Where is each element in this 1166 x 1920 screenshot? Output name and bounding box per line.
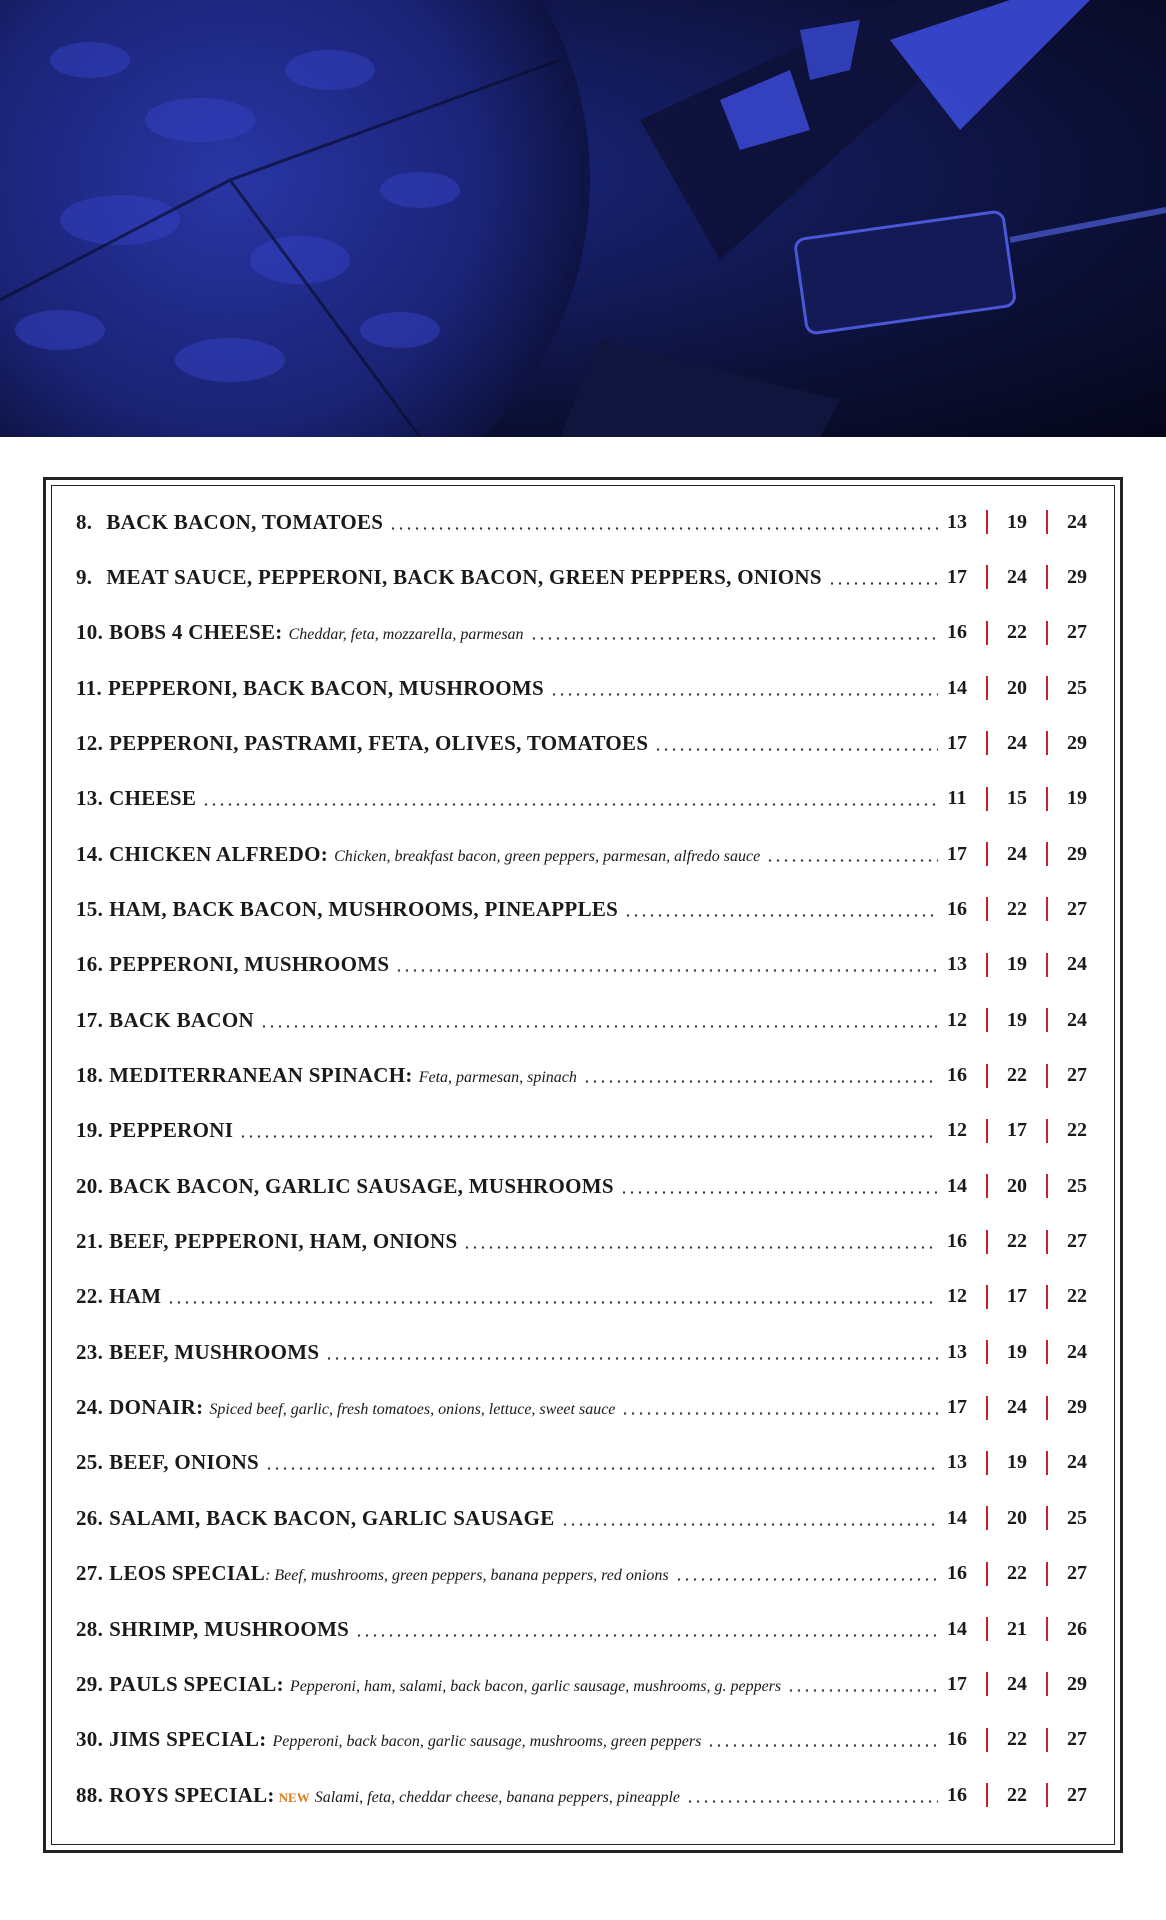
price-separator <box>986 1119 988 1143</box>
menu-item-row <box>76 1498 1092 1538</box>
price-medium: 19 <box>1007 1008 1027 1031</box>
menu-item-number: 29. <box>76 1671 104 1696</box>
menu-item-name-group <box>76 952 389 977</box>
menu-item-number: 11. <box>76 675 102 700</box>
price-small: 13 <box>947 1451 967 1474</box>
price-small: 17 <box>947 1396 967 1419</box>
price-medium: 15 <box>1007 787 1027 810</box>
menu-item-description: Salami, feta, cheddar cheese, banana peppers, pineapple <box>314 1788 680 1806</box>
price-small: 13 <box>947 1340 967 1363</box>
menu-item-title: JIMS SPECIAL: <box>109 1727 267 1752</box>
dot-leader <box>583 1080 938 1083</box>
price-medium: 24 <box>1007 1396 1027 1419</box>
pizza-photo-illustration <box>0 0 1166 437</box>
price-medium: 20 <box>1007 676 1027 699</box>
dot-leader <box>463 1246 938 1249</box>
price-separator <box>986 621 988 645</box>
grater-handle-shape <box>1010 210 1166 240</box>
price-large: 24 <box>1067 1008 1087 1031</box>
price-large: 22 <box>1067 1119 1087 1142</box>
price-separator <box>1046 1617 1048 1641</box>
dot-leader <box>620 1191 938 1194</box>
price-separator <box>986 1562 988 1586</box>
price-large: 29 <box>1067 842 1087 865</box>
price-separator <box>1046 1506 1048 1530</box>
menu-item-row <box>76 945 1092 985</box>
price-separator <box>986 1174 988 1198</box>
price-separator <box>986 1506 988 1530</box>
dot-leader <box>561 1523 938 1526</box>
price-small: 14 <box>947 676 967 699</box>
dot-leader <box>325 1357 938 1360</box>
price-large: 24 <box>1067 1451 1087 1474</box>
price-small: 16 <box>947 897 967 920</box>
menu-item-row <box>76 779 1092 819</box>
menu-item-number: 13. <box>76 786 104 811</box>
price-small: 16 <box>947 1230 967 1253</box>
menu-item-title: BACK BACON, GARLIC SAUSAGE, MUSHROOMS <box>109 1173 614 1198</box>
price-small: 14 <box>947 1506 967 1529</box>
price-large: 27 <box>1067 1562 1087 1585</box>
price-medium: 22 <box>1007 1783 1027 1806</box>
price-medium: 19 <box>1007 1451 1027 1474</box>
price-small: 14 <box>947 1174 967 1197</box>
menu-item-title: BEEF, MUSHROOMS <box>109 1339 320 1364</box>
price-separator <box>1046 1562 1048 1586</box>
dot-leader <box>265 1467 938 1470</box>
price-separator <box>1046 1230 1048 1254</box>
price-medium: 19 <box>1007 510 1027 533</box>
menu-item-name-group <box>76 565 822 590</box>
price-small: 12 <box>947 1285 967 1308</box>
dot-leader <box>550 693 938 696</box>
price-medium: 17 <box>1007 1285 1027 1308</box>
price-small: 12 <box>947 1119 967 1142</box>
menu-item-name-group <box>76 1783 680 1808</box>
price-large: 27 <box>1067 1783 1087 1806</box>
dot-leader <box>395 969 938 972</box>
menu-item-number: 23. <box>76 1339 104 1364</box>
menu-item-name-group <box>76 897 618 922</box>
price-separator <box>986 1783 988 1807</box>
menu-item-name-group <box>76 1727 701 1752</box>
menu-item-number: 25. <box>76 1450 104 1475</box>
dot-leader <box>260 1025 938 1028</box>
price-medium: 24 <box>1007 1672 1027 1695</box>
price-medium: 22 <box>1007 621 1027 644</box>
price-small: 17 <box>947 1672 967 1695</box>
price-medium: 24 <box>1007 842 1027 865</box>
menu-item-row <box>76 1775 1092 1815</box>
menu-item-description: Feta, parmesan, spinach <box>418 1069 577 1086</box>
price-separator <box>986 1451 988 1475</box>
menu-item-row <box>76 1000 1092 1040</box>
price-medium: 19 <box>1007 953 1027 976</box>
menu-item-number: 88. <box>76 1782 104 1807</box>
price-separator <box>1046 953 1048 977</box>
menu-item-title: HAM, BACK BACON, MUSHROOMS, PINEAPPLES <box>109 896 619 921</box>
price-separator <box>1046 1285 1048 1309</box>
menu-item-row <box>76 557 1092 597</box>
menu-item-title: PEPPERONI, MUSHROOMS <box>109 952 390 977</box>
menu-item-title: BEEF, ONIONS <box>109 1450 260 1475</box>
price-separator <box>986 842 988 866</box>
price-separator <box>986 1396 988 1420</box>
price-separator <box>986 1064 988 1088</box>
menu-item-number: 28. <box>76 1616 104 1641</box>
dot-leader <box>239 1135 938 1138</box>
menu-item-title: PEPPERONI, BACK BACON, MUSHROOMS <box>108 675 545 700</box>
price-medium: 19 <box>1007 1340 1027 1363</box>
price-small: 16 <box>947 1562 967 1585</box>
price-separator <box>986 953 988 977</box>
menu-item-title: LEOS SPECIAL <box>109 1561 266 1586</box>
menu-item-row <box>76 1056 1092 1096</box>
price-medium: 17 <box>1007 1119 1027 1142</box>
price-small: 13 <box>947 510 967 533</box>
menu-item-number: 18. <box>76 1063 104 1087</box>
menu-item-row <box>76 1332 1092 1372</box>
dot-leader <box>828 582 938 585</box>
price-small: 17 <box>947 565 967 588</box>
menu-item-title: HAM <box>109 1284 162 1309</box>
menu-item-name-group <box>76 842 760 867</box>
menu-item-number: 9. <box>76 564 93 589</box>
menu-item-name-group <box>76 1008 254 1033</box>
menu-item-title: BEEF, PEPPERONI, HAM, ONIONS <box>109 1229 458 1254</box>
menu-item-name-group <box>76 1174 614 1199</box>
price-large: 26 <box>1067 1617 1087 1640</box>
menu-item-row <box>76 1166 1092 1206</box>
price-small: 17 <box>947 842 967 865</box>
menu-item-row <box>76 889 1092 929</box>
menu-item-name-group <box>76 620 524 645</box>
menu-item-number: 21. <box>76 1229 104 1254</box>
menu-item-row <box>76 1111 1092 1151</box>
menu-item-row <box>76 723 1092 763</box>
price-separator <box>1046 1119 1048 1143</box>
dot-leader <box>389 527 938 530</box>
price-separator <box>1046 1064 1048 1088</box>
dot-leader <box>787 1689 938 1692</box>
menu-item-description: Chicken, breakfast bacon, green peppers, parmesan, alfredo sauce <box>334 847 761 865</box>
price-small: 14 <box>947 1617 967 1640</box>
price-separator <box>1046 1396 1048 1420</box>
menu-item-number: 8. <box>76 509 93 534</box>
menu-item-title: CHICKEN ALFREDO: <box>109 841 329 866</box>
price-medium: 20 <box>1007 1506 1027 1529</box>
price-medium: 22 <box>1007 1064 1027 1086</box>
price-separator <box>986 897 988 921</box>
menu-item-title: MEAT SAUCE, PEPPERONI, BACK BACON, GREEN PEPPERS, ONIONS <box>106 564 822 589</box>
price-separator <box>986 787 988 811</box>
menu-item-number: 22. <box>76 1284 104 1309</box>
menu-item-title: BOBS 4 CHEESE: <box>109 620 283 645</box>
menu-item-row <box>76 668 1092 708</box>
menu-item-name-group <box>76 1118 233 1143</box>
menu-item-name-group <box>76 786 196 811</box>
price-separator <box>986 1230 988 1254</box>
dot-leader <box>686 1800 938 1803</box>
menu-item-title: BACK BACON, TOMATOES <box>106 509 384 534</box>
price-small: 16 <box>947 1064 967 1086</box>
price-medium: 21 <box>1007 1617 1027 1640</box>
menu-item-number: 16. <box>76 952 104 977</box>
menu-item-title: PAULS SPECIAL: <box>109 1671 284 1696</box>
menu-item-name-group <box>76 1229 457 1254</box>
menu-item-number: 17. <box>76 1007 104 1032</box>
menu-item-title: PEPPERONI, PASTRAMI, FETA, OLIVES, TOMATOES <box>109 730 649 755</box>
price-separator <box>1046 676 1048 700</box>
menu-item-name-group <box>76 1561 669 1586</box>
price-large: 24 <box>1067 510 1087 533</box>
price-separator <box>986 676 988 700</box>
menu-item-name-group <box>76 510 383 535</box>
dot-leader <box>355 1634 938 1637</box>
price-large: 22 <box>1067 1285 1087 1308</box>
price-large: 25 <box>1067 676 1087 699</box>
price-small: 17 <box>947 731 967 754</box>
price-separator <box>1046 731 1048 755</box>
price-separator <box>1046 842 1048 866</box>
price-separator <box>986 1285 988 1309</box>
price-large: 29 <box>1067 1672 1087 1695</box>
price-small: 11 <box>947 787 967 810</box>
menu-item-title: SALAMI, BACK BACON, GARLIC SAUSAGE <box>109 1505 555 1530</box>
price-separator <box>1046 1340 1048 1364</box>
price-separator <box>986 731 988 755</box>
menu-item-number: 30. <box>76 1727 104 1752</box>
dot-leader <box>624 914 938 917</box>
price-large: 24 <box>1067 1340 1087 1363</box>
menu-item-number: 12. <box>76 730 104 755</box>
price-medium: 22 <box>1007 1728 1027 1751</box>
price-large: 29 <box>1067 1396 1087 1419</box>
price-separator <box>986 1008 988 1032</box>
price-medium: 22 <box>1007 897 1027 920</box>
dot-leader <box>621 1412 938 1415</box>
dot-leader <box>167 1301 938 1304</box>
price-large: 29 <box>1067 565 1087 588</box>
dot-leader <box>530 637 938 640</box>
menu-item-row <box>76 1720 1092 1760</box>
menu-item-title: ROYS SPECIAL: <box>109 1782 275 1807</box>
menu-item-title: PEPPERONI <box>109 1118 234 1143</box>
menu-item-number: 24. <box>76 1395 104 1420</box>
price-separator <box>1046 897 1048 921</box>
menu-item-description: : Beef, mushrooms, green peppers, banana peppers, red onions <box>265 1567 669 1585</box>
price-medium: 24 <box>1007 565 1027 588</box>
menu-item-title: CHEESE <box>109 786 197 811</box>
menu-item-name-group <box>76 1063 577 1088</box>
price-large: 27 <box>1067 621 1087 644</box>
price-small: 16 <box>947 621 967 644</box>
menu-item-number: 20. <box>76 1173 104 1198</box>
price-separator <box>1046 787 1048 811</box>
price-large: 25 <box>1067 1506 1087 1529</box>
menu-item-title: MEDITERRANEAN SPINACH: <box>109 1063 413 1087</box>
price-separator <box>1046 510 1048 534</box>
menu-item-row <box>76 1388 1092 1428</box>
menu-item-name-group <box>76 1617 349 1642</box>
menu-item-number: 27. <box>76 1561 104 1586</box>
menu-item-description: Pepperoni, back bacon, garlic sausage, mushrooms, green peppers <box>272 1733 702 1751</box>
price-large: 27 <box>1067 1064 1087 1086</box>
menu-item-row <box>76 834 1092 874</box>
price-separator <box>986 510 988 534</box>
price-separator <box>986 1672 988 1696</box>
price-separator <box>986 565 988 589</box>
menu-item-number: 15. <box>76 896 104 921</box>
price-small: 13 <box>947 953 967 976</box>
menu-item-description: Cheddar, feta, mozzarella, parmesan <box>288 626 524 644</box>
price-separator <box>986 1340 988 1364</box>
price-separator <box>1046 1451 1048 1475</box>
menu-item-row <box>76 502 1092 542</box>
price-large: 29 <box>1067 731 1087 754</box>
menu-item-row <box>76 1554 1092 1594</box>
menu-item-number: 10. <box>76 620 104 645</box>
menu-item-name-group <box>76 1506 555 1531</box>
price-separator <box>1046 565 1048 589</box>
price-separator <box>986 1617 988 1641</box>
menu-item-name-group <box>76 1395 615 1420</box>
menu-item-row <box>76 1664 1092 1704</box>
menu-item-description: Spiced beef, garlic, fresh tomatoes, onions, lettuce, sweet sauce <box>209 1401 616 1419</box>
dot-leader <box>675 1578 938 1581</box>
price-separator <box>1046 1783 1048 1807</box>
menu-item-title: DONAIR: <box>109 1395 204 1420</box>
menu-item-title: BACK BACON <box>109 1007 254 1032</box>
menu-item-row <box>76 1609 1092 1649</box>
new-badge: NEW <box>278 1789 310 1805</box>
price-separator <box>1046 621 1048 645</box>
menu-item-name-group <box>76 731 648 756</box>
menu-item-name-group <box>76 676 544 701</box>
price-separator <box>1046 1174 1048 1198</box>
price-separator <box>1046 1672 1048 1696</box>
price-large: 25 <box>1067 1174 1087 1197</box>
price-separator <box>1046 1008 1048 1032</box>
price-medium: 22 <box>1007 1562 1027 1585</box>
price-separator <box>1046 1728 1048 1752</box>
price-medium: 20 <box>1007 1174 1027 1197</box>
menu-item-name-group <box>76 1284 161 1309</box>
menu-item-row <box>76 1277 1092 1317</box>
price-large: 19 <box>1067 787 1087 810</box>
menu-item-description: Pepperoni, ham, salami, back bacon, garlic sausage, mushrooms, g. peppers <box>289 1677 782 1695</box>
price-large: 27 <box>1067 1728 1087 1751</box>
menu-item-title: SHRIMP, MUSHROOMS <box>109 1616 350 1641</box>
price-large: 27 <box>1067 897 1087 920</box>
menu-item-row <box>76 1222 1092 1262</box>
menu-item-name-group <box>76 1450 259 1475</box>
price-separator <box>986 1728 988 1752</box>
price-large: 24 <box>1067 953 1087 976</box>
menu-item-row <box>76 1443 1092 1483</box>
price-medium: 24 <box>1007 731 1027 754</box>
menu-item-row <box>76 613 1092 653</box>
hero-photo <box>0 0 1166 437</box>
price-small: 16 <box>947 1783 967 1806</box>
menu-item-name-group <box>76 1672 781 1697</box>
dot-leader <box>707 1744 938 1747</box>
menu-item-name-group <box>76 1340 319 1365</box>
price-small: 16 <box>947 1728 967 1751</box>
menu-item-number: 26. <box>76 1505 104 1530</box>
menu-item-number: 14. <box>76 841 104 866</box>
price-small: 12 <box>947 1008 967 1031</box>
dot-leader <box>654 748 938 751</box>
grater-shape <box>794 211 1015 334</box>
dot-leader <box>766 859 938 862</box>
price-large: 27 <box>1067 1230 1087 1253</box>
dot-leader <box>202 803 938 806</box>
menu-item-number: 19. <box>76 1118 104 1143</box>
knife-shape <box>560 340 840 437</box>
price-medium: 22 <box>1007 1230 1027 1253</box>
